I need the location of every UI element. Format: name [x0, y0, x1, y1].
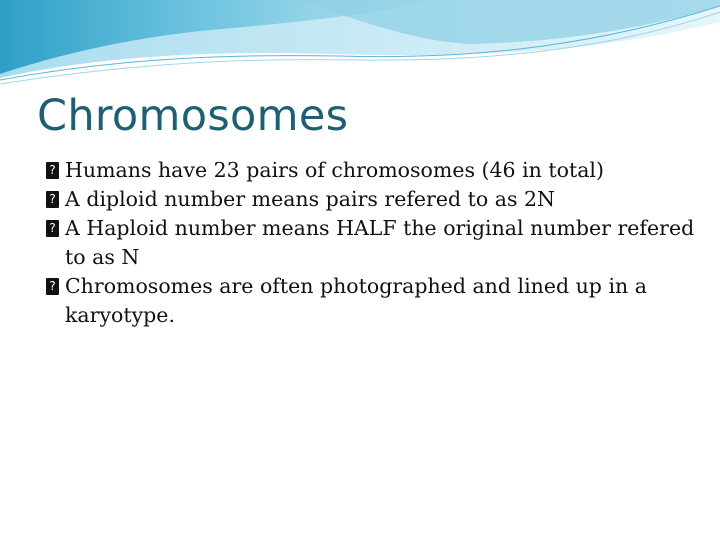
bullet-text: A diploid number means pairs refered to as 2N [65, 187, 555, 211]
bullet-text: A Haploid number means HALF the original number refered to as N [65, 216, 695, 269]
bullet-text: Chromosomes are often photographed and lined up in a karyotype. [65, 274, 647, 327]
bullet-marker-icon: ? [46, 191, 59, 208]
bullet-marker-icon: ? [46, 162, 59, 179]
slide-title: Chromosomes [37, 91, 349, 141]
bullet-item [46, 185, 706, 214]
bullet-marker-icon: ? [46, 278, 59, 295]
bullet-marker-icon: ? [46, 220, 59, 237]
bullet-item [46, 214, 706, 272]
bullet-item [46, 156, 706, 185]
bullet-list [46, 156, 706, 330]
bullet-item [46, 272, 706, 330]
header-wave-decoration [0, 0, 720, 90]
bullet-text: Humans have 23 pairs of chromosomes (46 in total) [65, 158, 604, 182]
